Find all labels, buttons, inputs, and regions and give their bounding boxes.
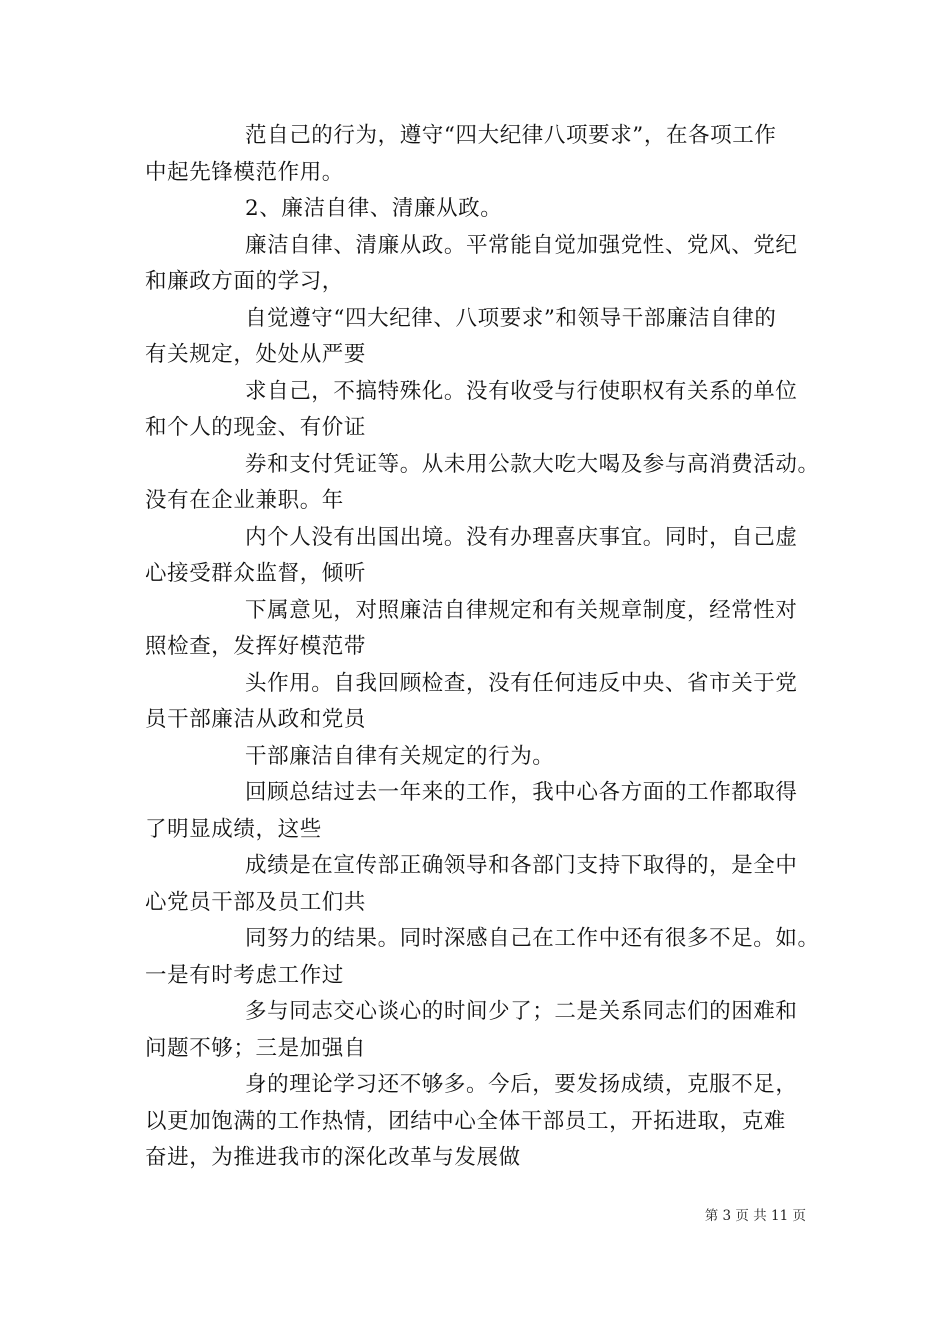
text-line: 奋进，为推进我市的深化改革与发展做 (145, 1145, 521, 1170)
text-line: 心党员干部及员工们共 (145, 889, 367, 915)
text-line: 同努力的结果。同时深感自己在工作中还有很多不足。如。 (245, 926, 820, 951)
paragraph (145, 848, 813, 921)
text-line: 头作用。自我回顾检查，没有任何违反中央、省市关于党 (245, 670, 798, 696)
paragraph (145, 921, 820, 994)
text-line: 心接受群众监督，倾听 (145, 561, 367, 586)
paragraph (145, 775, 813, 848)
text-line: 2、廉洁自律、清廉从政。 (245, 196, 503, 221)
text-line: 一是有时考虑工作过 (145, 962, 344, 988)
paragraph (145, 739, 813, 776)
text-line: 照检查，发挥好模范带 (145, 634, 367, 659)
text-line: 回顾总结过去一年来的工作，我中心各方面的工作都取得 (245, 780, 798, 805)
document-body (145, 118, 820, 1177)
text-line: 身的理论学习还不够多。今后，要发扬成绩，克服不足， (245, 1072, 798, 1097)
text-line: 自觉遵守“四大纪律、八项要求”和领导干部廉洁自律的 (245, 305, 777, 331)
paragraph (145, 593, 813, 666)
paragraph (145, 301, 813, 374)
paragraph (145, 447, 820, 520)
paragraph (145, 374, 813, 447)
paragraph (145, 191, 813, 228)
text-line: 内个人没有出国出境。没有办理喜庆事宜。同时，自己虚 (245, 524, 798, 550)
text-line: 廉洁自律、清廉从政。平常能自觉加强党性、党风、党纪 (245, 232, 798, 258)
text-line: 和个人的现金、有价证 (145, 415, 367, 440)
text-line: 求自己，不搞特殊化。没有收受与行使职权有关系的单位 (245, 378, 798, 404)
text-line: 有关规定，处处从严要 (145, 342, 367, 367)
text-line: 没有在企业兼职。年 (145, 488, 344, 513)
paragraph (145, 666, 813, 739)
page-number: 第 3 页 共 11 页 (704, 1208, 806, 1224)
text-line: 中起先锋模范作用。 (145, 159, 344, 185)
text-line: 成绩是在宣传部正确领导和各部门支持下取得的，是全中 (245, 853, 798, 878)
text-line: 券和支付凭证等。从未用公款大吃大喝及参与高消费活动。 (245, 451, 820, 477)
paragraph (145, 228, 813, 301)
text-line: 下属意见，对照廉洁自律规定和有关规章制度，经常性对 (245, 597, 798, 623)
paragraph (145, 118, 813, 191)
text-line: 以更加饱满的工作热情，团结中心全体干部员工，开拓进取，克难 (145, 1108, 786, 1134)
paragraph (145, 1067, 813, 1177)
paragraph (145, 520, 813, 593)
text-line: 和廉政方面的学习， (145, 269, 344, 294)
text-line: 员干部廉洁从政和党员 (145, 707, 367, 732)
text-line: 问题不够；三是加强自 (145, 1035, 367, 1061)
text-line: 干部廉洁自律有关规定的行为。 (245, 743, 555, 769)
paragraph (145, 994, 813, 1067)
text-line: 多与同志交心谈心的时间少了；二是关系同志们的困难和 (245, 999, 798, 1024)
text-line: 范自己的行为，遵守“四大纪律八项要求”，在各项工作 (245, 123, 777, 148)
text-line: 了明显成绩，这些 (145, 816, 322, 842)
